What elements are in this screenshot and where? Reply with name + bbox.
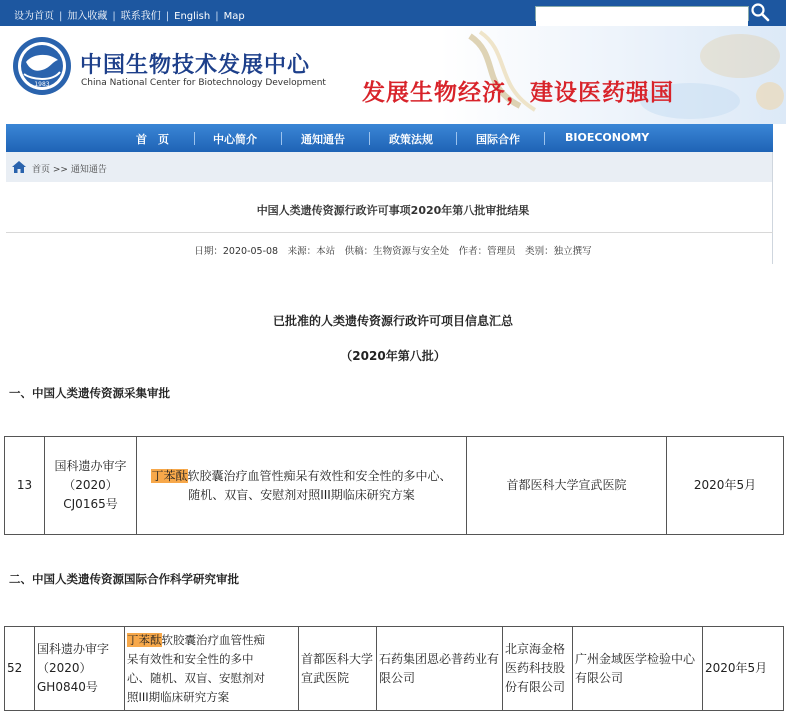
nav-home[interactable]: 首 页 [136,133,169,146]
international-approval-table [4,626,784,711]
site-header [0,26,786,124]
home-icon [12,161,26,173]
nav-international[interactable]: 国际合作 [476,133,520,146]
article-title: 中国人类遗传资源行政许可事项2020年第八批审批结果 [256,204,530,217]
row-number: 13 [5,437,45,535]
approval-line: GH0840号 [37,680,98,694]
unit-name: 广州金域医学检验中心有限公司 [573,627,703,711]
nav-divider [281,132,282,145]
unit-name: 北京海金格医药科技股份有限公司 [503,627,573,711]
approval-line: （2020） [63,478,118,492]
unit-name: 首都医科大学宣武医院 [299,627,377,711]
breadcrumb-separator: >> [52,165,68,175]
table-row [5,437,784,535]
search-box [535,6,749,21]
project-name [137,437,467,535]
nav-about[interactable]: 中心简介 [213,133,257,146]
article-meta: 日期：2020-05-08 来源：本站 供稿：生物资源与安全处 作者：管理员 类别：独立撰写 [194,246,592,257]
project-text: 心、随机、双盲、安慰剂对 [127,670,265,685]
english-link[interactable]: English [174,11,211,22]
project-text: 软胶囊治疗血管性痴 [161,632,265,647]
nav-policy[interactable]: 政策法规 [389,133,433,146]
search-input[interactable] [536,13,748,26]
site-name-en: China National Center for Biotechnology Development [81,78,326,88]
project-text: 随机、双盲、安慰剂对照III期临床研究方案 [188,487,415,502]
section-heading-collection: 一、中国人类遗传资源采集审批 [9,386,170,400]
logo-year: 1983 [34,81,50,88]
breadcrumb [6,152,773,182]
search-icon[interactable] [750,2,770,22]
collection-approval-table [4,436,784,535]
table-row [5,627,784,711]
add-favorite-link[interactable]: 加入收藏 [67,11,108,22]
nav-divider [194,132,195,145]
project-name [125,627,299,711]
project-text: 软胶囊治疗血管性痴呆有效性和安全性的多中心、 [187,468,452,483]
row-number: 52 [5,627,35,711]
approval-date: 2020年5月 [667,437,784,535]
slogan: 发展生物经济，建设医药强国 [362,80,674,106]
link-divider: | [59,11,63,22]
nav-divider [544,132,545,145]
set-homepage-link[interactable]: 设为首页 [14,11,54,22]
breadcrumb-home[interactable]: 首页 [32,165,51,175]
summary-title: 已批准的人类遗传资源行政许可项目信息汇总 [272,314,513,328]
approval-number [35,627,125,711]
link-divider: | [112,11,116,22]
approval-line: 国科遗办审字 [54,459,127,473]
project-text: 照III期临床研究方案 [127,689,230,704]
contact-us-link[interactable]: 联系我们 [120,11,161,22]
section-heading-international: 二、中国人类遗传资源国际合作科学研究审批 [9,572,239,586]
link-divider: | [165,11,170,22]
divider [6,232,773,233]
search-highlight: 丁苯酞 [151,468,188,483]
project-text: 呆有效性和安全性的多中 [127,651,254,666]
site-name-cn: 中国生物技术发展中心 [80,53,311,78]
map-link[interactable]: Map [223,11,245,22]
nav-notices[interactable]: 通知通告 [301,133,345,146]
approval-line: CJ0165号 [63,497,118,511]
main-nav [6,124,773,152]
nav-bioeconomy[interactable]: BIOECONOMY [565,131,650,144]
top-links [14,7,245,22]
unit-name: 首都医科大学宣武医院 [467,437,667,535]
approval-number [45,437,137,535]
cncbd-logo [12,36,72,96]
breadcrumb-current[interactable]: 通知通告 [70,165,107,175]
search-highlight: 丁苯酞 [127,632,162,647]
nav-divider [456,132,457,145]
approval-line: 国科遗办审字 [37,642,110,656]
link-divider: | [215,11,219,22]
approval-line: （2020） [37,661,92,675]
approval-date: 2020年5月 [703,627,784,711]
nav-divider [369,132,370,145]
top-bar [0,0,786,26]
unit-name: 石药集团恩必普药业有限公司 [377,627,503,711]
summary-batch: （2020年第八批） [340,349,446,363]
